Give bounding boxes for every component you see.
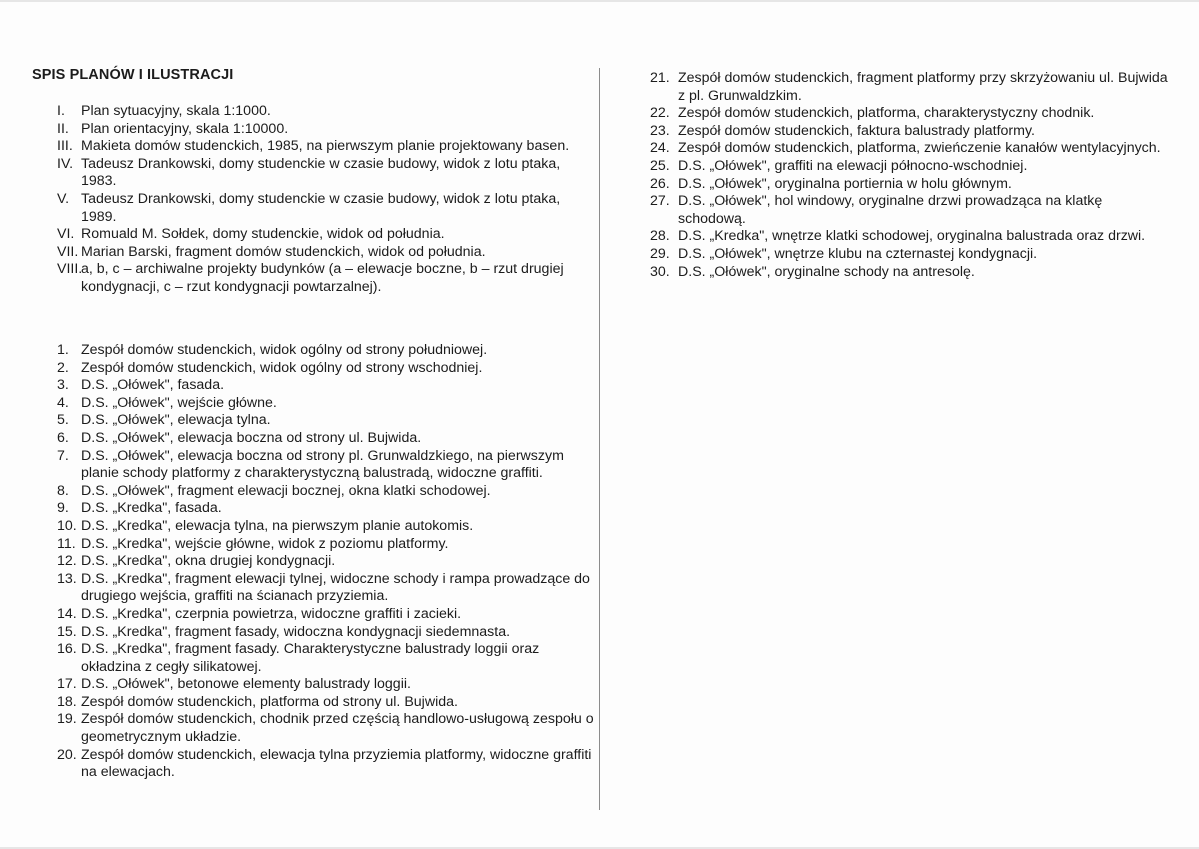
roman-numeral-list — [57, 103, 597, 297]
list-item-number: 17. — [57, 676, 77, 693]
illustration-list-item — [57, 711, 597, 746]
page-top-edge — [0, 0, 1199, 2]
list-item-text: D.S. „Kredka", czerpnia powietrza, widoczne graffiti i zacieki. — [81, 605, 462, 622]
roman-list-item — [57, 121, 597, 139]
list-item-text: D.S. „Ołówek", hol windowy, oryginalne drzwi prowadząca na klatkę schodową. — [678, 193, 1103, 227]
list-item-number: 5. — [57, 412, 69, 429]
list-item-text: D.S. „Kredka", fragment fasady. Charakterystyczne balustrady loggii oraz okładzina z cegły silikatowej. — [81, 641, 540, 675]
list-item-text: D.S. „Kredka", okna drugiej kondygnacji. — [81, 553, 336, 570]
illustration-list-item — [57, 694, 597, 712]
list-item-number: 27. — [650, 193, 670, 210]
list-item-number: IV. — [57, 155, 74, 172]
list-item-number: 18. — [57, 693, 77, 710]
illustration-list-item — [57, 641, 597, 676]
illustration-list-item — [650, 264, 1170, 282]
illustration-list-item — [650, 140, 1170, 158]
list-item-number: 23. — [650, 122, 670, 139]
roman-list-item — [57, 191, 597, 226]
illustration-list-item — [57, 448, 597, 483]
list-item-number: 16. — [57, 641, 77, 658]
list-item-number: 12. — [57, 553, 77, 570]
list-item-number: 25. — [650, 157, 670, 174]
list-item-number: 30. — [650, 263, 670, 280]
list-item-number: 7. — [57, 447, 69, 464]
illustration-list-item — [57, 676, 597, 694]
roman-list-item — [57, 226, 597, 244]
list-item-text: Zespół domów studenckich, platforma, charakterystyczny chodnik. — [678, 105, 1095, 122]
list-item-text: Plan sytuacyjny, skala 1:1000. — [81, 103, 271, 119]
illustration-list-left — [57, 342, 597, 782]
list-item-number: 28. — [650, 228, 670, 245]
list-item-text: a, b, c – archiwalne projekty budynków (a – elewacje boczne, b – rzut drugiej kondygnacji, c – rzut kondygnacji powtarzalnej). — [81, 261, 564, 295]
illustration-list-item — [57, 518, 597, 536]
list-item-text: Romuald M. Sołdek, domy studenckie, widok od południa. — [81, 226, 445, 243]
list-item-number: 20. — [57, 746, 77, 763]
illustration-list-item — [57, 342, 597, 360]
list-item-text: D.S. „Ołówek", fasada. — [81, 377, 225, 394]
list-item-number: 4. — [57, 394, 69, 411]
list-item-text: D.S. „Ołówek", elewacja tylna. — [81, 412, 271, 429]
illustration-list-item — [57, 624, 597, 642]
illustration-list-item — [57, 377, 597, 395]
roman-list-item — [57, 103, 597, 121]
list-item-text: D.S. „Kredka", wejście główne, widok z poziomu platformy. — [81, 535, 449, 552]
illustration-list-item — [650, 123, 1170, 141]
illustration-list-item — [57, 412, 597, 430]
list-item-number: I. — [57, 103, 65, 119]
illustration-list-item — [650, 246, 1170, 264]
illustration-list-item — [57, 500, 597, 518]
list-item-text: Zespół domów studenckich, platforma od strony ul. Bujwida. — [81, 693, 458, 710]
list-item-text: Marian Barski, fragment domów studenckich, widok od południa. — [81, 243, 486, 260]
roman-list-item — [57, 138, 597, 156]
list-item-text: Zespół domów studenckich, fragment platformy przy skrzyżowaniu ul. Bujwida z pl. Grunwaldzkim. — [678, 70, 1168, 104]
list-item-number: 6. — [57, 429, 69, 446]
list-item-number: 1. — [57, 342, 69, 358]
list-item-number: 14. — [57, 605, 77, 622]
list-item-text: Tadeusz Drankowski, domy studenckie w czasie budowy, widok z lotu ptaka, 1983. — [81, 155, 561, 190]
illustration-list-item — [650, 228, 1170, 246]
list-item-text: Makieta domów studenckich, 1985, na pierwszym planie projektowany basen. — [81, 138, 570, 155]
list-item-text: D.S. „Ołówek", fragment elewacji bocznej, okna klatki schodowej. — [81, 482, 491, 499]
list-item-number: 19. — [57, 711, 77, 728]
roman-list-item — [57, 156, 597, 191]
list-item-number: VII. — [57, 243, 79, 260]
list-item-number: III. — [57, 138, 73, 155]
illustration-list-item — [650, 158, 1170, 176]
list-item-number: 24. — [650, 140, 670, 157]
list-item-text: D.S. „Ołówek", wejście główne. — [81, 394, 277, 411]
list-item-number: 22. — [650, 105, 670, 122]
list-item-text: D.S. „Ołówek", wnętrze klubu na czternastej kondygnacji. — [678, 245, 1038, 262]
list-item-text: D.S. „Kredka", fasada. — [81, 500, 222, 517]
illustration-list-item — [57, 360, 597, 378]
illustration-list-item — [650, 105, 1170, 123]
list-item-number: 15. — [57, 623, 77, 640]
list-item-text: D.S. „Ołówek", oryginalna portiernia w holu głównym. — [678, 175, 1012, 192]
list-item-number: 11. — [57, 535, 76, 552]
list-item-number: 2. — [57, 359, 69, 376]
illustration-list-item — [57, 395, 597, 413]
illustration-list-item — [57, 571, 597, 606]
list-item-number: II. — [57, 120, 69, 137]
list-item-text: D.S. „Kredka", wnętrze klatki schodowej, oryginalna balustrada oraz drzwi. — [678, 228, 1146, 245]
list-item-number: 21. — [650, 70, 670, 86]
illustration-list-item — [650, 70, 1170, 105]
page-title: SPIS PLANÓW I ILUSTRACJI — [32, 67, 234, 83]
list-item-text: D.S. „Ołówek", elewacja boczna od strony pl. Grunwaldzkiego, na pierwszym planie schody platformy z charakterystyczną balustradą, widoczne graffiti. — [81, 447, 564, 482]
illustration-list-item — [650, 176, 1170, 194]
list-item-number: 13. — [57, 570, 77, 587]
list-item-text: Plan orientacyjny, skala 1:10000. — [81, 120, 289, 137]
illustration-list-item — [57, 536, 597, 554]
list-item-text: Zespół domów studenckich, widok ogólny od strony wschodniej. — [81, 359, 483, 376]
list-item-number: 26. — [650, 175, 670, 192]
list-item-text: Zespół domów studenckich, widok ogólny od strony południowej. — [81, 342, 488, 358]
list-item-number: 10. — [57, 517, 77, 534]
illustration-list-item — [57, 606, 597, 624]
list-item-number: 29. — [650, 245, 670, 262]
illustration-list-item — [650, 193, 1170, 228]
list-item-text: D.S. „Ołówek", graffiti na elewacji północno-wschodniej. — [678, 157, 1028, 174]
list-item-number: 9. — [57, 500, 69, 517]
list-item-text: D.S. „Kredka", fragment fasady, widoczna kondygnacji siedemnasta. — [81, 623, 511, 640]
illustration-list-item — [57, 553, 597, 571]
list-item-text: Zespół domów studenckich, chodnik przed częścią handlowo-usługową zespołu o geometrycznym układzie. — [81, 711, 594, 746]
column-divider — [599, 68, 600, 810]
list-item-text: D.S. „Ołówek", oryginalne schody na antresolę. — [678, 263, 975, 280]
list-item-number: VIII. — [57, 261, 83, 278]
roman-list-item — [57, 244, 597, 262]
illustration-list-right — [650, 70, 1170, 281]
list-item-text: D.S. „Ołówek", elewacja boczna od strony ul. Bujwida. — [81, 429, 422, 446]
list-item-text: D.S. „Kredka", elewacja tylna, na pierwszym planie autokomis. — [81, 517, 474, 534]
illustration-list-item — [57, 483, 597, 501]
illustration-list-item — [57, 430, 597, 448]
list-item-number: VI. — [57, 226, 75, 243]
list-item-text: Zespół domów studenckich, faktura balustrady platformy. — [678, 122, 1035, 139]
list-item-text: D.S. „Ołówek", betonowe elementy balustrady loggii. — [81, 676, 411, 693]
list-item-number: V. — [57, 190, 70, 207]
list-item-text: Tadeusz Drankowski, domy studenckie w czasie budowy, widok z lotu ptaka, 1989. — [81, 190, 561, 225]
roman-list-item — [57, 261, 597, 296]
illustration-list-item — [57, 747, 597, 782]
list-item-text: Zespół domów studenckich, platforma, zwieńczenie kanałów wentylacyjnych. — [678, 140, 1161, 157]
list-item-text: Zespół domów studenckich, elewacja tylna przyziemia platformy, widoczne graffiti na elewacjach. — [81, 746, 592, 781]
list-item-number: 3. — [57, 377, 69, 394]
list-item-number: 8. — [57, 482, 69, 499]
list-item-text: D.S. „Kredka", fragment elewacji tylnej, widoczne schody i rampa prowadzące do drugiego wejścia, graffiti na ścianach przyziemia. — [81, 570, 590, 605]
